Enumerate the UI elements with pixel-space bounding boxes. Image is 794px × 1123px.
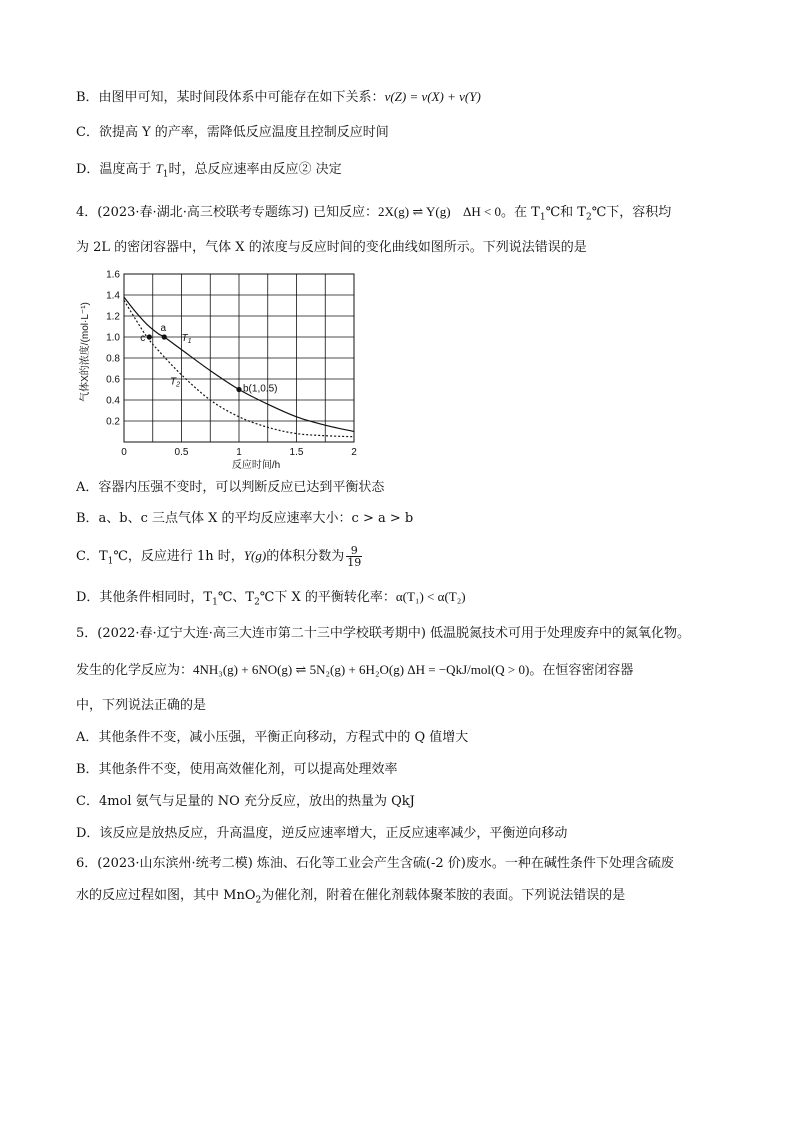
- curve-label-t1: $T_1$: [181, 333, 192, 346]
- q5-stem-line2: 发生的化学反应为：4NH₃(g) + 6NO(g) ⇌ 5N₂(g) + 6H₂O(g) ΔH = −QkJ/mol(Q > 0)。在恒容密闭容器: [76, 662, 634, 678]
- chart-points: [140, 323, 277, 395]
- q5-option-a: A．其他条件不变，减小压强，平衡正向移动，方程式中的 Q 值增大: [76, 730, 469, 745]
- q3-option-c: C．欲提高 Y 的产率，需降低反应温度且控制反应时间: [76, 125, 389, 140]
- q5-stem-line3: 中，下列说法正确的是: [76, 698, 207, 713]
- data-point-b: [236, 387, 241, 392]
- curve-label-t2: $T_2$: [170, 376, 181, 389]
- data-point-label: a: [160, 323, 167, 334]
- q3-optb-formula: v(Z) = v(X) + v(Y): [384, 89, 481, 104]
- y-tick-label: 1.4: [106, 290, 120, 302]
- q6-stem-line1: 6．(2023·山东滨州·统考二模) 炼油、石化等工业会产生含硫(-2 价)废水。一种在碱性条件下处理含硫废: [76, 856, 674, 871]
- q5-stem-line1: 5．(2022·春·辽宁大连·高三大连市第二十三中学校联考期中) 低温脱氮技术可用于处理废弃中的氮氧化物。: [76, 626, 691, 641]
- q4-option-d: D．其他条件相同时，$T_1℃$、$T_2℃$下 X 的平衡转化率：α(T₁) < α(T₂): [76, 589, 466, 608]
- data-point-label: c: [140, 333, 146, 344]
- q4-option-c: C．$T_1℃$，反应进行 1h 时，Y(g)的体积分数为 $\frac{9}{19}$: [76, 544, 362, 569]
- x-tick-label: 1: [236, 447, 242, 458]
- y-tick-label: 0.2: [106, 416, 120, 428]
- chart-grid: [124, 274, 354, 442]
- q6-stem-line2: 水的反应过程如图，其中 MnO$_2$为催化剂，附着在催化剂载体聚苯胺的表面。下列说法错误的是: [76, 888, 626, 906]
- x-tick-label: 0.5: [174, 447, 189, 458]
- data-point-label: b(1,0.5): [243, 383, 278, 395]
- q3-option-d: D．温度高于 $T_1$时，总反应速率由反应② 决定: [76, 161, 342, 180]
- q5-option-c: C．4mol 氨气与足量的 NO 充分反应，放出的热量为 QkJ: [76, 794, 415, 809]
- data-point-a: [162, 334, 167, 339]
- q5-option-d: D．该反应是放热反应，升高温度，逆反应速率增大，正反应速率减少，平衡逆向移动: [76, 826, 568, 841]
- y-tick-label: 0.4: [106, 395, 120, 407]
- fraction-9-19: $\frac{9}{19}$: [347, 544, 362, 569]
- q5-equation: 4NH₃(g) + 6NO(g) ⇌ 5N₂(g) + 6H₂O(g) ΔH = −QkJ/mol(Q > 0): [193, 662, 530, 677]
- chart-x-label: 反应时间/h: [231, 460, 281, 471]
- q4-option-b: B．a、b、c 三点气体 X 的平均反应速率大小：c > a > b: [76, 511, 414, 526]
- q4-option-a: A．容器内压强不变时，可以判断反应已达到平衡状态: [76, 480, 385, 495]
- data-point-c: [147, 334, 152, 339]
- y-tick-label: 1.2: [106, 311, 120, 323]
- chart-ticks: [106, 270, 357, 459]
- y-tick-label: 1.0: [106, 332, 120, 344]
- q4-equation: 2X(g) ⇌ Y(g): [378, 204, 451, 219]
- q4-stem-line2: 为 2L 的密闭容器中，气体 X 的浓度与反应时间的变化曲线如图所示。下列说法错误的是: [76, 240, 587, 255]
- concentration-time-chart: [76, 262, 376, 476]
- chart-y-label: 气体X的浓度/(mol·L⁻¹): [80, 302, 91, 402]
- q3-option-b: B．由图甲可知，某时间段体系中可能存在如下关系：v(Z) = v(X) + v(Y): [76, 89, 481, 105]
- q5-option-b: B．其他条件不变，使用高效催化剂，可以提高处理效率: [76, 762, 398, 777]
- x-tick-label: 1.5: [289, 447, 304, 458]
- y-tick-label: 1.6: [106, 269, 120, 281]
- q4-stem-line1: 4．(2023·春·湖北·高三校联考专题练习) 已知反应：2X(g) ⇌ Y(g) ΔH < 0。在 $T_1℃$和 $T_2℃$下，容积均: [76, 204, 672, 223]
- x-tick-label: 0: [121, 447, 127, 458]
- y-tick-label: 0.8: [106, 353, 120, 365]
- q4-enthalpy: ΔH < 0: [462, 204, 502, 219]
- y-tick-label: 0.6: [106, 374, 120, 386]
- x-tick-label: 2: [351, 447, 357, 458]
